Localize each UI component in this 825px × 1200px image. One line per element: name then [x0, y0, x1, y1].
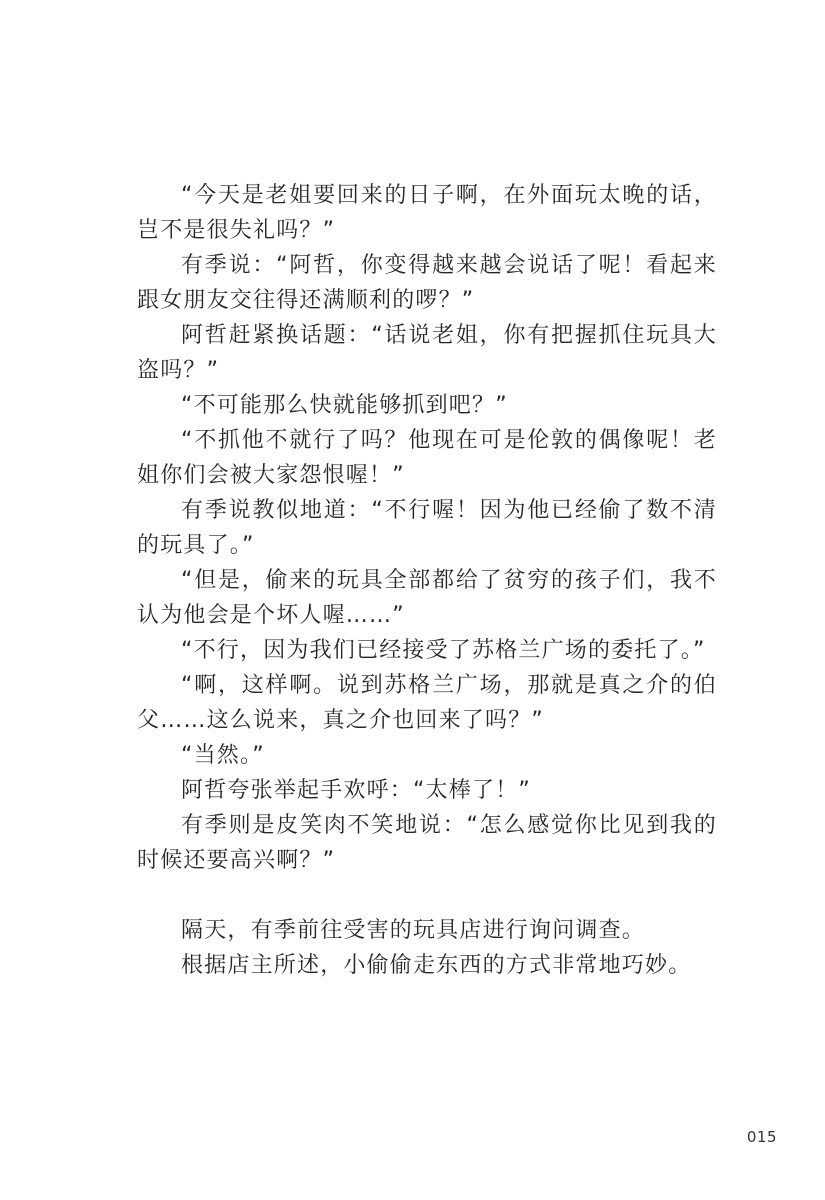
paragraph: 隔天，有季前往受害的玩具店进行询问调查。 [181, 918, 646, 943]
paragraph: “不抓他不就行了吗？他现在可是伦敦的偶像呢！老姐你们会被大家怨恨喔！” [137, 428, 717, 488]
page-number: 015 [746, 1128, 777, 1146]
paragraph: 阿哲夸张举起手欢呼：“太棒了！” [181, 778, 531, 803]
paragraph: “当然。” [181, 743, 265, 768]
paragraph: 阿哲赶紧换话题：“话说老姐，你有把握抓住玩具大盗吗？” [137, 323, 717, 383]
paragraph: “不行，因为我们已经接受了苏格兰广场的委托了。” [181, 638, 706, 663]
paragraph: 根据店主所述，小偷偷走东西的方式非常地巧妙。 [181, 953, 692, 978]
body-text [137, 178, 717, 983]
paragraph: 有季则是皮笑肉不笑地说：“怎么感觉你比见到我的时候还要高兴啊？” [137, 813, 717, 873]
paragraph: 有季说：“阿哲，你变得越来越会说话了呢！看起来跟女朋友交往得还满顺利的啰？” [137, 253, 717, 313]
paragraph: 有季说教似地道：“不行喔！因为他已经偷了数不清的玩具了。” [137, 498, 717, 558]
section-break [137, 878, 717, 913]
paragraph: “不可能那么快就能够抓到吧？” [181, 393, 508, 418]
paragraph: “今天是老姐要回来的日子啊，在外面玩太晚的话，岂不是很失礼吗？” [137, 183, 717, 243]
paragraph: “但是，偷来的玩具全部都给了贫穷的孩子们，我不认为他会是个坏人喔……” [137, 568, 717, 628]
paragraph: “啊，这样啊。说到苏格兰广场，那就是真之介的伯父……这么说来，真之介也回来了吗？” [137, 673, 717, 733]
